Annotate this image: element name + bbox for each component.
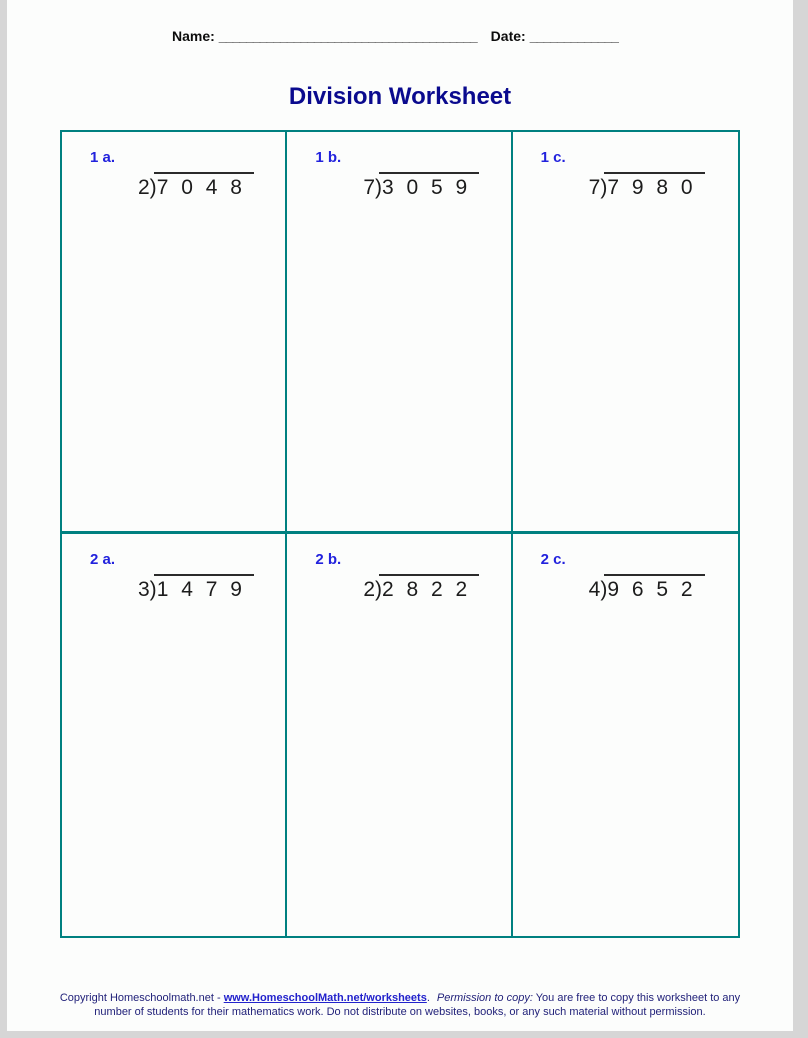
footer-line-2: number of students for their mathematics work. Do not distribute on websites, books, or any such material without permission.	[94, 1006, 706, 1018]
footer	[7, 991, 793, 1019]
date-fill-line: _____________	[529, 28, 618, 44]
date-label: Date:	[490, 28, 526, 44]
problem-cell-1c	[513, 132, 738, 534]
header-fields	[172, 28, 618, 44]
divisor: 2)	[363, 578, 383, 601]
dividend: 7 9 8 0	[604, 172, 704, 198]
page-title: Division Worksheet	[288, 83, 512, 110]
name-fill-line: ______________________________________	[218, 28, 477, 44]
problem-label: 1 c.	[540, 149, 566, 166]
permission-text: You are free to copy this worksheet to any	[532, 992, 741, 1004]
problem-cell-1a	[62, 132, 287, 534]
division-expression	[138, 172, 254, 198]
divisor: 4)	[588, 578, 608, 601]
division-expression	[589, 172, 705, 198]
problem-label: 1 a.	[90, 149, 116, 166]
permission-to-copy-label: Permission to copy:	[436, 992, 533, 1004]
problem-label: 2 c.	[540, 551, 566, 568]
problem-label: 1 b.	[315, 149, 342, 166]
problem-cell-1b	[287, 132, 512, 534]
footer-line-1	[7, 991, 793, 1005]
after-link-period: .	[426, 992, 430, 1004]
problems-grid	[60, 130, 740, 938]
worksheets-link[interactable]: www.HomeschoolMath.net/worksheets	[223, 992, 427, 1004]
division-expression	[138, 574, 254, 600]
dividend: 3 0 5 9	[379, 172, 479, 198]
divisor: 7)	[588, 176, 608, 199]
division-expression	[589, 574, 705, 600]
division-expression	[363, 172, 479, 198]
problem-label: 2 b.	[315, 551, 342, 568]
division-expression	[363, 574, 479, 600]
problem-cell-2a	[62, 534, 287, 936]
dividend: 9 6 5 2	[604, 574, 704, 600]
divisor: 2)	[138, 176, 157, 199]
dividend: 2 8 2 2	[379, 574, 479, 600]
copyright-text: Copyright Homeschoolmath.net -	[59, 992, 224, 1004]
divisor: 3)	[138, 578, 157, 601]
name-label: Name:	[172, 28, 215, 44]
divisor: 7)	[363, 176, 383, 199]
dividend: 7 0 4 8	[154, 172, 254, 198]
dividend: 1 4 7 9	[154, 574, 254, 600]
worksheet-page	[7, 0, 793, 1031]
problem-label: 2 a.	[90, 551, 116, 568]
problem-cell-2c	[513, 534, 738, 936]
problem-cell-2b	[287, 534, 512, 936]
